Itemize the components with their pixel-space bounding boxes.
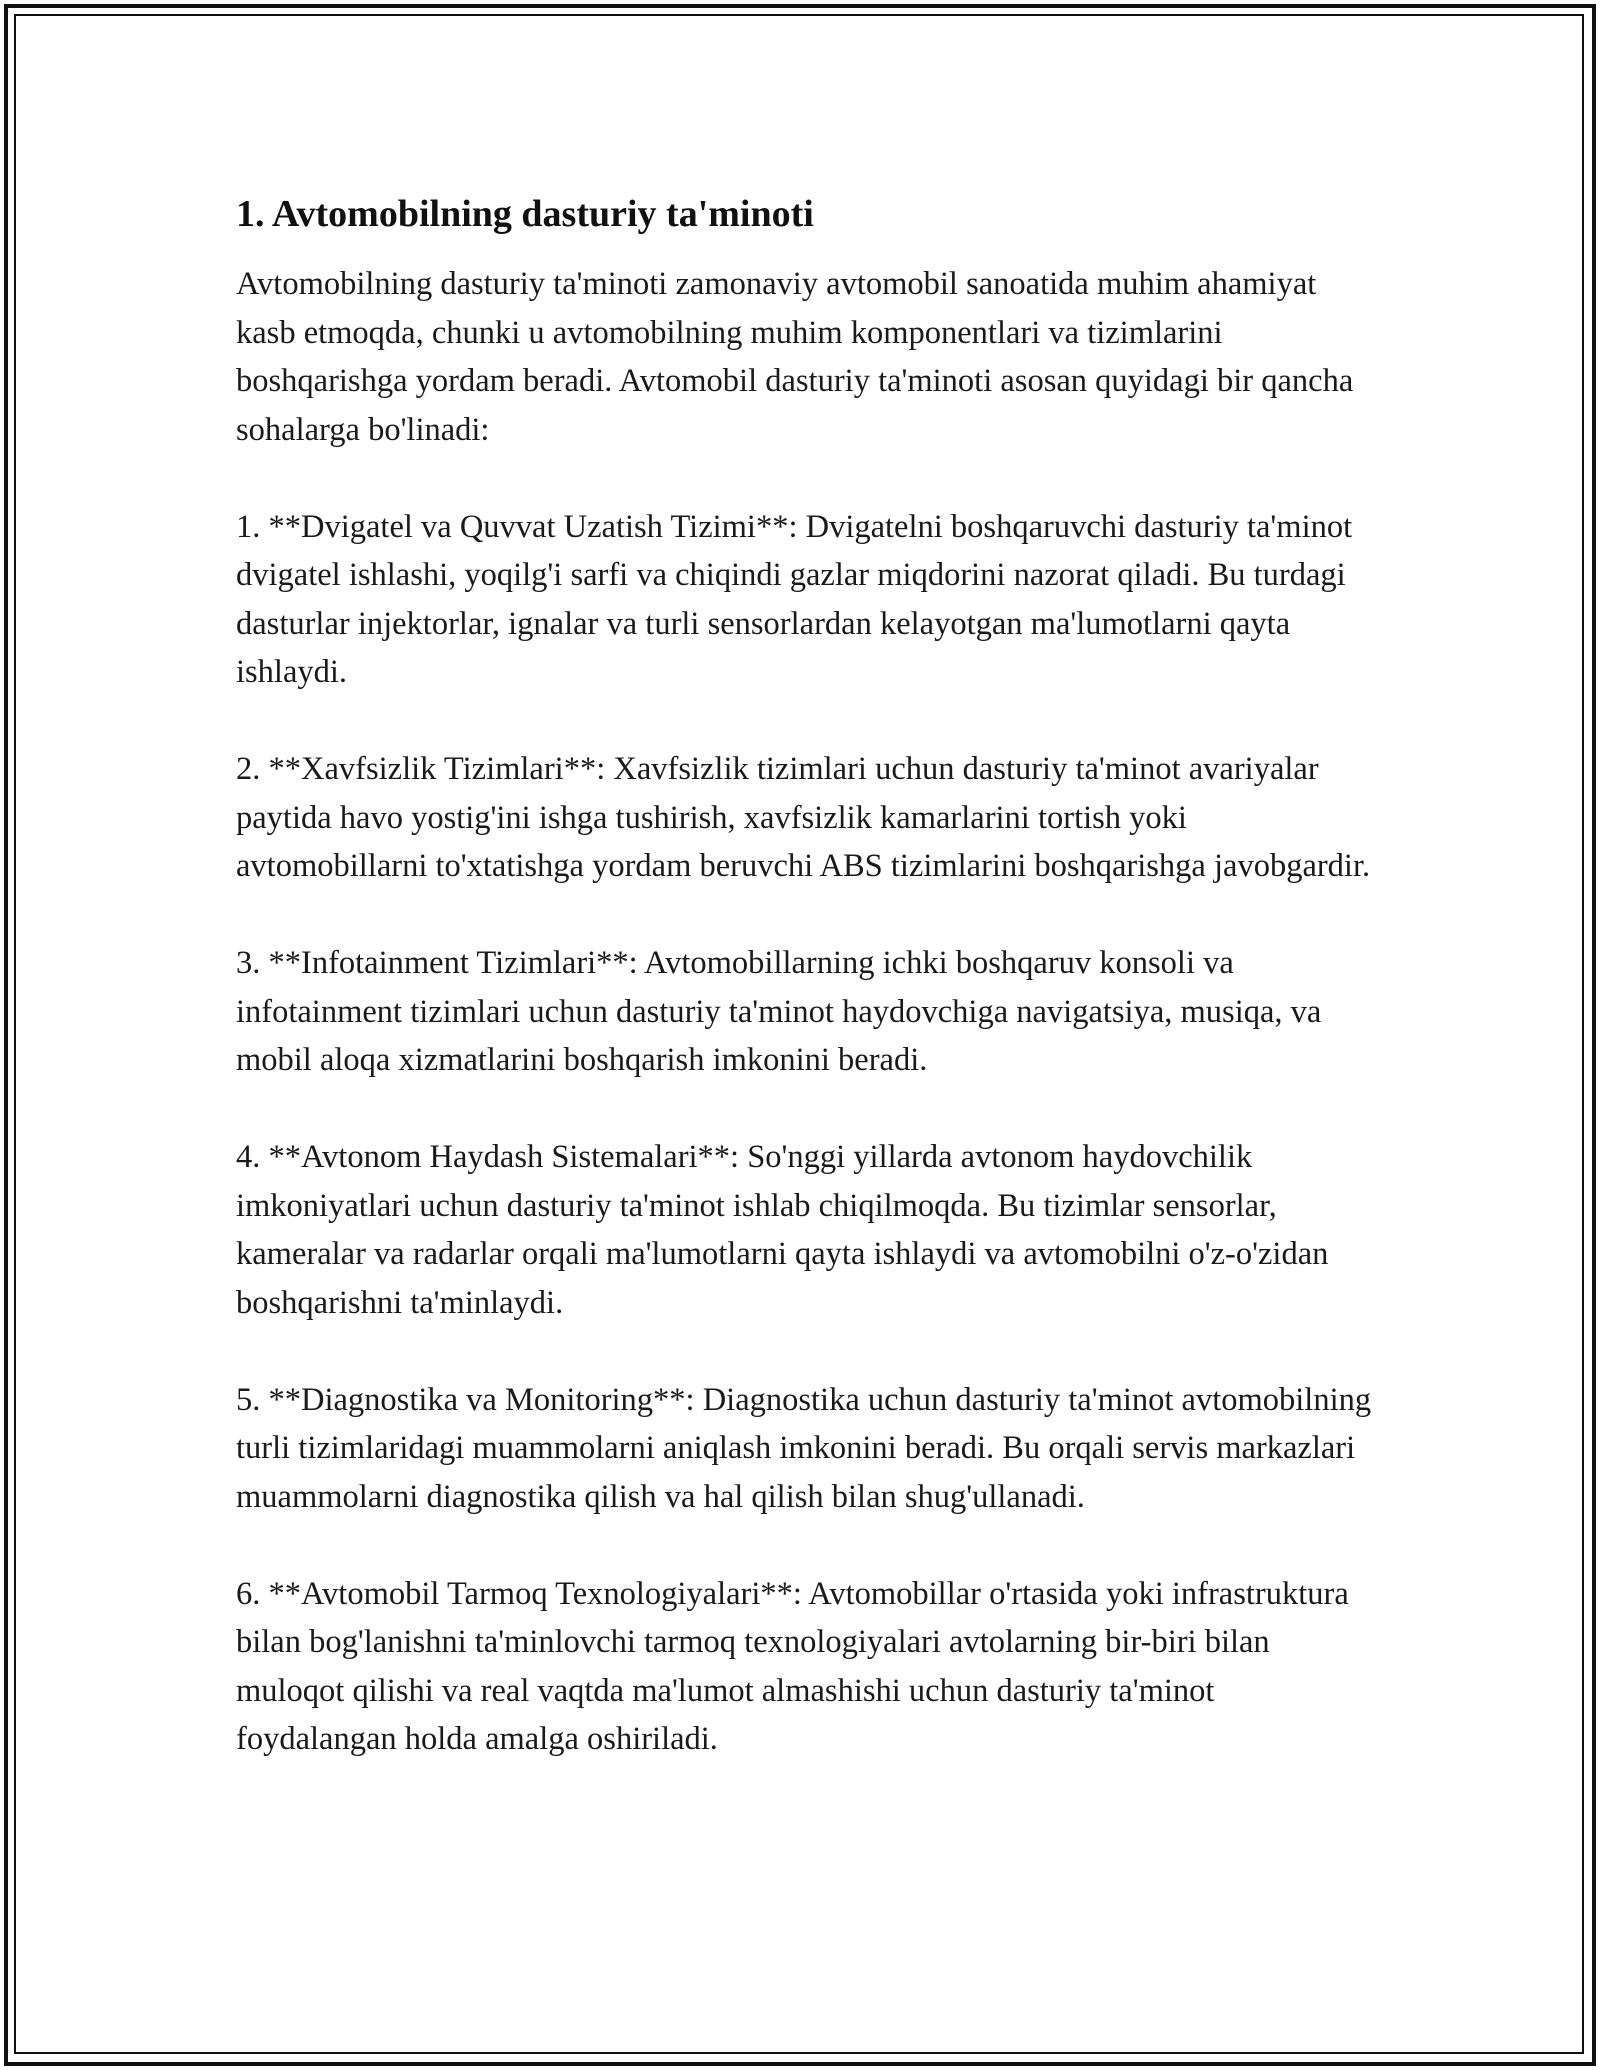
list-item-diagnostics: 5. **Diagnostika va Monitoring**: Diagnostika uchun dasturiy ta'minot avtomobilning turli tizimlaridagi muammolarni aniqlash imkonini beradi. Bu orqali servis markazlari muammolarni diagnostika qilish va hal qilish bilan shug'ullanadi. — [236, 1381, 1372, 1515]
intro-paragraph: Avtomobilning dasturiy ta'minoti zamonaviy avtomobil sanoatida muhim ahamiyat kasb etmoqda, chunki u avtomobilning muhim komponentlari va tizimlarini boshqarishga yordam beradi. Avtomobil dasturiy ta'minoti asosan quyidagi bir qancha sohalarga bo'linadi: — [236, 266, 1354, 448]
paragraph-gap — [236, 697, 1372, 746]
list-item-infotainment: 3. **Infotainment Tizimlari**: Avtomobillarning ichki boshqaruv konsoli va infotainment tizimlari uchun dasturiy ta'minot haydovchiga navigatsiya, musiqa, va mobil aloqa xizmatlarini boshqarish imkonini beradi. — [236, 945, 1322, 1078]
document-title: 1. Avtomobilning dasturiy ta'minoti — [236, 193, 814, 235]
document-body — [236, 186, 1372, 1764]
paragraph-gap — [236, 1327, 1372, 1376]
list-item-autonomous: 4. **Avtonom Haydash Sistemalari**: So'nggi yillarda avtonom haydovchilik imkoniyatlari uchun dasturiy ta'minot ishlab chiqilmoqda. Bu tizimlar sensorlar, kameralar va radarlar orqali ma'lumotlarni qayta ishlaydi va avtomobilni o'z-o'zidan boshqarishni ta'minlaydi. — [236, 1139, 1329, 1321]
list-item-network: 6. **Avtomobil Tarmoq Texnologiyalari**: Avtomobillar o'rtasida yoki infrastruktura bilan bog'lanishni ta'minlovchi tarmoq texnologiyalari avtolarning bir-biri bilan muloqot qilishi va real vaqtda ma'lumot almashishi uchun dasturiy ta'minot foydalangan holda amalga oshiriladi. — [236, 1575, 1349, 1757]
paragraph-gap — [236, 891, 1372, 940]
paragraph-gap — [236, 454, 1372, 503]
paragraph-gap — [236, 1085, 1372, 1134]
paragraph-gap — [236, 1521, 1372, 1570]
list-item-safety: 2. **Xavfsizlik Tizimlari**: Xavfsizlik tizimlari uchun dasturiy ta'minot avariyalar paytida havo yostig'ini ishga tushirish, xavfsizlik kamarlarini tortish yoki avtomobillarni to'xtatishga yordam beruvchi ABS tizimlarini boshqarishga javobgardir. — [236, 751, 1371, 884]
list-item-engine: 1. **Dvigatel va Quvvat Uzatish Tizimi**: Dvigatelni boshqaruvchi dasturiy ta'minot dvigatel ishlashi, yoqilg'i sarfi va chiqindi gazlar miqdorini nazorat qiladi. Bu turdagi dasturlar injektorlar, ignalar va turli sensorlardan kelayotgan ma'lumotlarni qayta ishlaydi. — [236, 508, 1353, 690]
